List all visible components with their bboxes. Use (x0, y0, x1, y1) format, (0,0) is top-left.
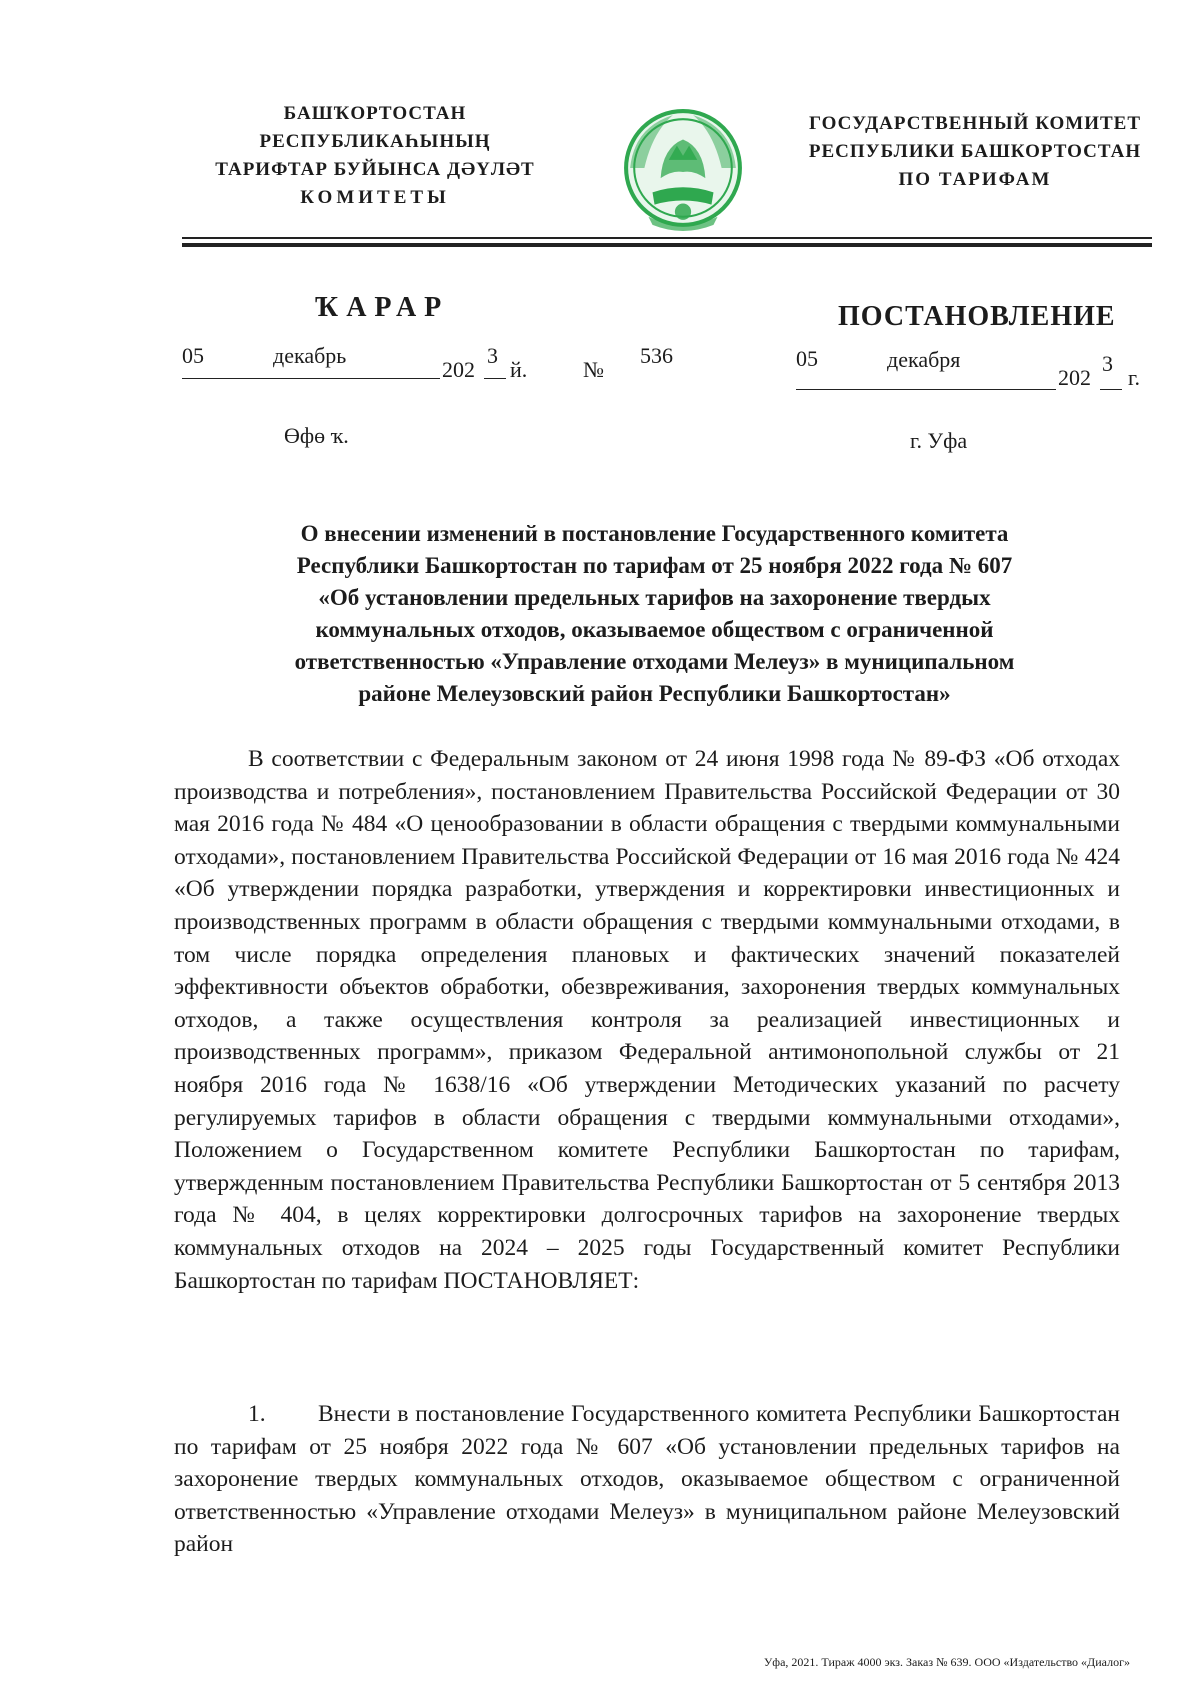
subject-line-1: О внесении изменений в постановление Государственного комитета (300, 521, 1009, 546)
doc-title-bashkir: ҠАРАР (315, 292, 450, 323)
header-russian-org (780, 110, 1170, 194)
header-right-line-3: ПО ТАРИФАМ (898, 169, 1052, 190)
right-date-year-prefix: 202 (1058, 365, 1091, 390)
item-1-text: Внести в постановление Государственного комитета Республики Башкортостан по тарифам от 25 ноября 2022 года № 607 «Об установлении предельных тарифов на захоронение твердых коммунальных отходов, оказываемое обществом с ограниченной ответственностью «Управление отходами Мелеуз» в муниципальном районе Мелеузовский район (174, 1401, 1120, 1558)
header-right-line-2: РЕСПУБЛИКИ БАШКОРТОСТАН (808, 141, 1142, 162)
left-date-year-digit: 3 (487, 343, 498, 368)
document-subject (192, 518, 1117, 710)
subject-line-4: коммунальных отходов, оказываемое обществом с ограниченной (315, 617, 994, 642)
left-date-underline (182, 378, 440, 379)
city-bashkir: Өфө ҡ. (284, 423, 349, 448)
number-sign: № (583, 357, 604, 382)
item-1-paragraph (174, 1398, 1120, 1561)
header-left-line-2: ТАРИФТАР БУЙЫНСА ДӘҮЛӘТ (215, 159, 535, 180)
left-date-day: 05 (182, 343, 204, 368)
header-divider-top (182, 237, 1152, 239)
header-divider-bottom (182, 243, 1152, 247)
header-right-line-1: ГОСУДАРСТВЕННЫЙ КОМИТЕТ (808, 113, 1142, 134)
left-date-month: декабрь (273, 343, 347, 368)
right-date-year-digit: 3 (1102, 351, 1113, 376)
preamble-paragraph: В соответствии с Федеральным законом от 24 июня 1998 года № 89-ФЗ «Об отходах производства и потребления», постановлением Правительства Российской Федерации от 30 мая 2016 года № 484 «О ценообразовании в области обращения с твердыми коммунальными отходами», постановлением Правительства Российской Федерации от 16 мая 2016 года № 424 «Об утверждении порядка разработки, утверждения и корректировки инвестиционных и производственных программ в области обращения с твердыми коммунальными отходами, в том числе порядка определения плановых и фактических значений показателей эффективности объектов обработки, обезвреживания, захоронения твердых коммунальных отходов, а также осуществления контроля за реализацией инвестиционных и производственных программ», приказом Федеральной антимонопольной службы от 21 ноября 2016 года № 1638/16 «Об утверждении Методических указаний по расчету регулируемых тарифов в области обращения с твердыми коммунальными отходами», Положением о Государственном комитете Республики Башкортостан по тарифам, утвержденным постановлением Правительства Республики Башкортостан от 5 сентября 2013 года № 404, в целях корректировки долгосрочных тарифов на захоронение твердых коммунальных отходов на 2024 – 2025 годы Государственный комитет Республики Башкортостан по тарифам ПОСТАНОВЛЯЕТ: (174, 746, 1120, 1294)
printer-footer: Уфа, 2021. Тираж 4000 экз. Заказ № 639. ООО «Издательство «Диалог» (763, 1655, 1130, 1669)
subject-line-5: ответственностью «Управление отходами Мелеуз» в муниципальном (294, 649, 1015, 674)
subject-line-6: районе Мелеузовский район Республики Башкортостан» (358, 681, 951, 706)
doc-title-russian: ПОСТАНОВЛЕНИЕ (838, 301, 1116, 332)
left-year-underline (484, 378, 506, 379)
coat-of-arms-emblem (622, 107, 744, 231)
right-date-day: 05 (796, 346, 818, 371)
subject-line-3: «Об установлении предельных тарифов на захоронение твердых (318, 585, 991, 610)
item-number: 1. (248, 1401, 266, 1427)
subject-line-2: Республики Башкортостан по тарифам от 25 ноября 2022 года № 607 (296, 553, 1013, 578)
city-russian: г. Уфа (910, 428, 968, 453)
header-bashkir-org (170, 100, 580, 212)
left-date-year-prefix: 202 (442, 357, 475, 382)
right-date-year-suffix: г. (1128, 365, 1141, 390)
document-number: 536 (640, 343, 673, 368)
left-date-year-suffix: й. (510, 357, 528, 382)
right-date-underline (796, 389, 1056, 390)
header-left-line-3: КОМИТЕТЫ (300, 187, 450, 208)
header-left-line-1: БАШҠОРТОСТАН РЕСПУБЛИКАҺЫНЫҢ (259, 103, 491, 152)
right-year-underline (1100, 389, 1122, 390)
right-date-month: декабря (887, 347, 961, 372)
